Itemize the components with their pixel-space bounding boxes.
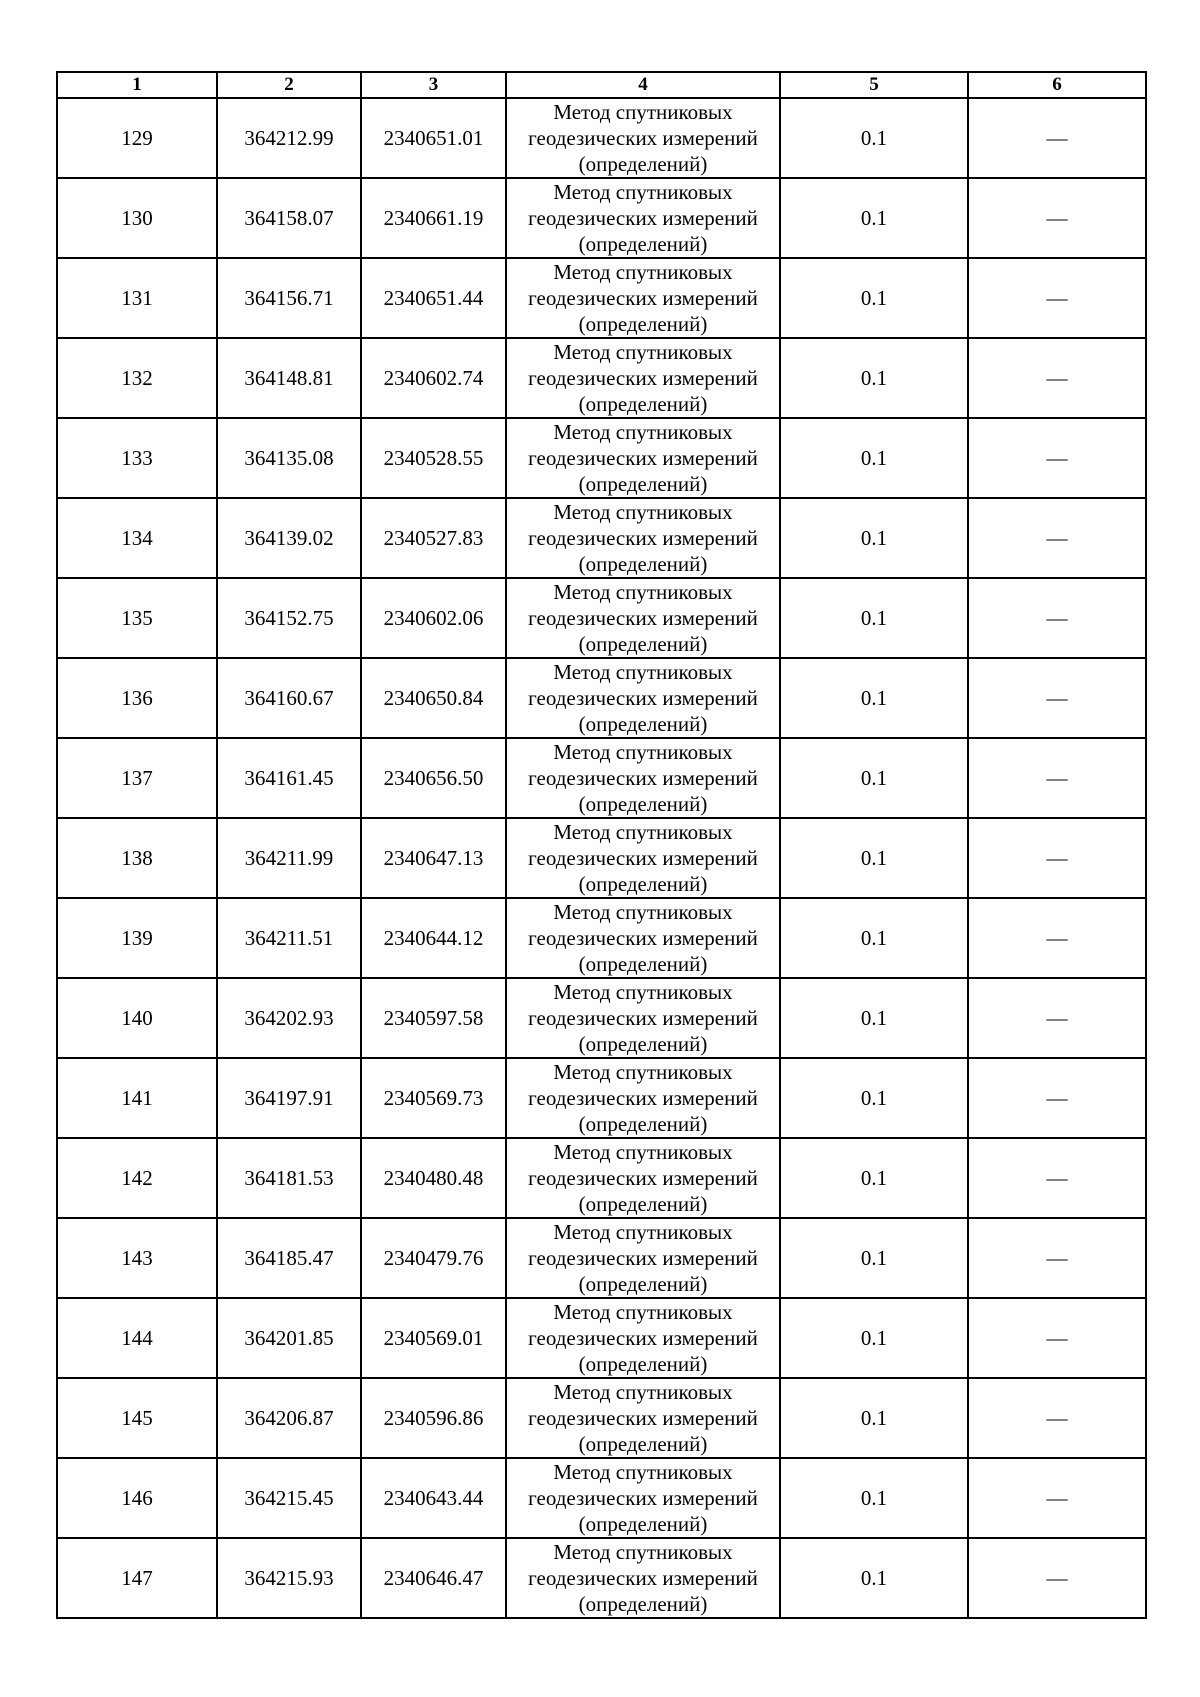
column-header-6: 6 bbox=[968, 72, 1146, 98]
point-number-cell: 146 bbox=[57, 1458, 217, 1538]
x-coordinate-cell: 364156.71 bbox=[217, 258, 361, 338]
method-cell bbox=[506, 258, 780, 338]
x-coordinate-cell: 364211.99 bbox=[217, 818, 361, 898]
y-coordinate-cell: 2340602.06 bbox=[361, 578, 506, 658]
method-line-1: Метод спутниковых bbox=[553, 900, 733, 924]
x-coordinate-cell: 364152.75 bbox=[217, 578, 361, 658]
accuracy-cell: 0.1 bbox=[780, 978, 968, 1058]
x-coordinate-cell: 364206.87 bbox=[217, 1378, 361, 1458]
method-line-1: Метод спутниковых bbox=[553, 500, 733, 524]
table-row bbox=[57, 258, 1146, 338]
method-line-1: Метод спутниковых bbox=[553, 1300, 733, 1324]
method-cell bbox=[506, 818, 780, 898]
note-cell: — bbox=[968, 1538, 1146, 1618]
method-cell bbox=[506, 978, 780, 1058]
note-cell: — bbox=[968, 578, 1146, 658]
note-cell: — bbox=[968, 498, 1146, 578]
x-coordinate-cell: 364161.45 bbox=[217, 738, 361, 818]
x-coordinate-cell: 364215.45 bbox=[217, 1458, 361, 1538]
method-line-3: (определений) bbox=[578, 632, 708, 656]
point-number-cell: 130 bbox=[57, 178, 217, 258]
accuracy-cell: 0.1 bbox=[780, 1218, 968, 1298]
y-coordinate-cell: 2340569.01 bbox=[361, 1298, 506, 1378]
method-line-1: Метод спутниковых bbox=[553, 1380, 733, 1404]
point-number-cell: 140 bbox=[57, 978, 217, 1058]
method-line-3: (определений) bbox=[578, 392, 708, 416]
accuracy-cell: 0.1 bbox=[780, 1538, 968, 1618]
table-row bbox=[57, 1058, 1146, 1138]
table-row bbox=[57, 1458, 1146, 1538]
point-number-cell: 139 bbox=[57, 898, 217, 978]
x-coordinate-cell: 364160.67 bbox=[217, 658, 361, 738]
method-line-2: геодезических измерений bbox=[528, 446, 758, 470]
method-line-3: (определений) bbox=[578, 712, 708, 736]
method-cell bbox=[506, 578, 780, 658]
method-line-2: геодезических измерений bbox=[528, 286, 758, 310]
note-cell: — bbox=[968, 898, 1146, 978]
y-coordinate-cell: 2340596.86 bbox=[361, 1378, 506, 1458]
x-coordinate-cell: 364181.53 bbox=[217, 1138, 361, 1218]
accuracy-cell: 0.1 bbox=[780, 1378, 968, 1458]
column-header-5: 5 bbox=[780, 72, 968, 98]
method-line-2: геодезических измерений bbox=[528, 1246, 758, 1270]
table-row bbox=[57, 98, 1146, 178]
method-line-1: Метод спутниковых bbox=[553, 1140, 733, 1164]
point-number-cell: 132 bbox=[57, 338, 217, 418]
table-row bbox=[57, 1218, 1146, 1298]
method-line-1: Метод спутниковых bbox=[553, 100, 733, 124]
table-row bbox=[57, 738, 1146, 818]
point-number-cell: 135 bbox=[57, 578, 217, 658]
accuracy-cell: 0.1 bbox=[780, 498, 968, 578]
method-line-2: геодезических измерений bbox=[528, 686, 758, 710]
note-cell: — bbox=[968, 658, 1146, 738]
method-line-3: (определений) bbox=[578, 232, 708, 256]
method-cell bbox=[506, 658, 780, 738]
method-line-3: (определений) bbox=[578, 1272, 708, 1296]
note-cell: — bbox=[968, 98, 1146, 178]
table-row bbox=[57, 818, 1146, 898]
point-number-cell: 145 bbox=[57, 1378, 217, 1458]
method-cell bbox=[506, 418, 780, 498]
note-cell: — bbox=[968, 738, 1146, 818]
method-cell bbox=[506, 1378, 780, 1458]
table-row bbox=[57, 978, 1146, 1058]
method-cell bbox=[506, 178, 780, 258]
x-coordinate-cell: 364148.81 bbox=[217, 338, 361, 418]
note-cell: — bbox=[968, 178, 1146, 258]
method-line-3: (определений) bbox=[578, 792, 708, 816]
accuracy-cell: 0.1 bbox=[780, 658, 968, 738]
point-number-cell: 136 bbox=[57, 658, 217, 738]
point-number-cell: 134 bbox=[57, 498, 217, 578]
accuracy-cell: 0.1 bbox=[780, 578, 968, 658]
method-line-2: геодезических измерений bbox=[528, 1486, 758, 1510]
x-coordinate-cell: 364215.93 bbox=[217, 1538, 361, 1618]
method-line-2: геодезических измерений bbox=[528, 1086, 758, 1110]
point-number-cell: 131 bbox=[57, 258, 217, 338]
note-cell: — bbox=[968, 258, 1146, 338]
column-header-4: 4 bbox=[506, 72, 780, 98]
method-line-3: (определений) bbox=[578, 312, 708, 336]
method-line-1: Метод спутниковых bbox=[553, 420, 733, 444]
point-number-cell: 138 bbox=[57, 818, 217, 898]
table-row bbox=[57, 338, 1146, 418]
y-coordinate-cell: 2340480.48 bbox=[361, 1138, 506, 1218]
point-number-cell: 144 bbox=[57, 1298, 217, 1378]
method-cell bbox=[506, 1218, 780, 1298]
table-body bbox=[57, 98, 1146, 1618]
y-coordinate-cell: 2340479.76 bbox=[361, 1218, 506, 1298]
y-coordinate-cell: 2340656.50 bbox=[361, 738, 506, 818]
method-line-2: геодезических измерений bbox=[528, 206, 758, 230]
accuracy-cell: 0.1 bbox=[780, 338, 968, 418]
y-coordinate-cell: 2340661.19 bbox=[361, 178, 506, 258]
method-line-1: Метод спутниковых bbox=[553, 820, 733, 844]
y-coordinate-cell: 2340597.58 bbox=[361, 978, 506, 1058]
method-line-3: (определений) bbox=[578, 152, 708, 176]
method-line-1: Метод спутниковых bbox=[553, 1060, 733, 1084]
column-header-1: 1 bbox=[57, 72, 217, 98]
note-cell: — bbox=[968, 1138, 1146, 1218]
accuracy-cell: 0.1 bbox=[780, 258, 968, 338]
method-line-1: Метод спутниковых bbox=[553, 1540, 733, 1564]
accuracy-cell: 0.1 bbox=[780, 1058, 968, 1138]
note-cell: — bbox=[968, 1058, 1146, 1138]
point-number-cell: 142 bbox=[57, 1138, 217, 1218]
x-coordinate-cell: 364201.85 bbox=[217, 1298, 361, 1378]
method-line-1: Метод спутниковых bbox=[553, 660, 733, 684]
accuracy-cell: 0.1 bbox=[780, 178, 968, 258]
method-line-1: Метод спутниковых bbox=[553, 340, 733, 364]
method-line-2: геодезических измерений bbox=[528, 366, 758, 390]
column-header-3: 3 bbox=[361, 72, 506, 98]
method-cell bbox=[506, 338, 780, 418]
point-number-cell: 129 bbox=[57, 98, 217, 178]
method-line-3: (определений) bbox=[578, 952, 708, 976]
accuracy-cell: 0.1 bbox=[780, 1138, 968, 1218]
table-header bbox=[57, 72, 1146, 98]
table-row bbox=[57, 658, 1146, 738]
method-cell bbox=[506, 1538, 780, 1618]
x-coordinate-cell: 364185.47 bbox=[217, 1218, 361, 1298]
point-number-cell: 137 bbox=[57, 738, 217, 818]
table-row bbox=[57, 1298, 1146, 1378]
accuracy-cell: 0.1 bbox=[780, 738, 968, 818]
table-row bbox=[57, 578, 1146, 658]
method-cell bbox=[506, 98, 780, 178]
method-line-2: геодезических измерений bbox=[528, 1006, 758, 1030]
method-line-3: (определений) bbox=[578, 1432, 708, 1456]
coordinates-table bbox=[56, 71, 1147, 1619]
point-number-cell: 147 bbox=[57, 1538, 217, 1618]
method-line-1: Метод спутниковых bbox=[553, 180, 733, 204]
y-coordinate-cell: 2340651.01 bbox=[361, 98, 506, 178]
method-line-2: геодезических измерений bbox=[528, 526, 758, 550]
method-cell bbox=[506, 498, 780, 578]
y-coordinate-cell: 2340646.47 bbox=[361, 1538, 506, 1618]
y-coordinate-cell: 2340569.73 bbox=[361, 1058, 506, 1138]
note-cell: — bbox=[968, 1458, 1146, 1538]
method-line-1: Метод спутниковых bbox=[553, 980, 733, 1004]
method-cell bbox=[506, 1458, 780, 1538]
method-line-3: (определений) bbox=[578, 1032, 708, 1056]
method-line-1: Метод спутниковых bbox=[553, 1460, 733, 1484]
table-row bbox=[57, 418, 1146, 498]
x-coordinate-cell: 364135.08 bbox=[217, 418, 361, 498]
accuracy-cell: 0.1 bbox=[780, 898, 968, 978]
accuracy-cell: 0.1 bbox=[780, 98, 968, 178]
accuracy-cell: 0.1 bbox=[780, 1458, 968, 1538]
y-coordinate-cell: 2340644.12 bbox=[361, 898, 506, 978]
method-cell bbox=[506, 1298, 780, 1378]
y-coordinate-cell: 2340527.83 bbox=[361, 498, 506, 578]
table-row bbox=[57, 1538, 1146, 1618]
method-line-1: Метод спутниковых bbox=[553, 580, 733, 604]
method-line-2: геодезических измерений bbox=[528, 1406, 758, 1430]
point-number-cell: 133 bbox=[57, 418, 217, 498]
method-line-2: геодезических измерений bbox=[528, 766, 758, 790]
note-cell: — bbox=[968, 1298, 1146, 1378]
method-line-3: (определений) bbox=[578, 1512, 708, 1536]
method-line-2: геодезических измерений bbox=[528, 846, 758, 870]
method-line-3: (определений) bbox=[578, 552, 708, 576]
y-coordinate-cell: 2340647.13 bbox=[361, 818, 506, 898]
note-cell: — bbox=[968, 338, 1146, 418]
y-coordinate-cell: 2340602.74 bbox=[361, 338, 506, 418]
method-line-2: геодезических измерений bbox=[528, 1566, 758, 1590]
method-line-3: (определений) bbox=[578, 1352, 708, 1376]
x-coordinate-cell: 364158.07 bbox=[217, 178, 361, 258]
x-coordinate-cell: 364197.91 bbox=[217, 1058, 361, 1138]
method-line-2: геодезических измерений bbox=[528, 126, 758, 150]
method-line-3: (определений) bbox=[578, 1592, 708, 1616]
accuracy-cell: 0.1 bbox=[780, 1298, 968, 1378]
note-cell: — bbox=[968, 818, 1146, 898]
y-coordinate-cell: 2340651.44 bbox=[361, 258, 506, 338]
method-line-3: (определений) bbox=[578, 472, 708, 496]
x-coordinate-cell: 364211.51 bbox=[217, 898, 361, 978]
method-line-1: Метод спутниковых bbox=[553, 260, 733, 284]
accuracy-cell: 0.1 bbox=[780, 418, 968, 498]
accuracy-cell: 0.1 bbox=[780, 818, 968, 898]
x-coordinate-cell: 364202.93 bbox=[217, 978, 361, 1058]
note-cell: — bbox=[968, 1218, 1146, 1298]
point-number-cell: 143 bbox=[57, 1218, 217, 1298]
method-cell bbox=[506, 738, 780, 818]
method-line-2: геодезических измерений bbox=[528, 1326, 758, 1350]
method-line-3: (определений) bbox=[578, 872, 708, 896]
x-coordinate-cell: 364212.99 bbox=[217, 98, 361, 178]
method-line-3: (определений) bbox=[578, 1192, 708, 1216]
table-row bbox=[57, 898, 1146, 978]
y-coordinate-cell: 2340643.44 bbox=[361, 1458, 506, 1538]
table-row bbox=[57, 498, 1146, 578]
y-coordinate-cell: 2340650.84 bbox=[361, 658, 506, 738]
method-cell bbox=[506, 1058, 780, 1138]
method-line-2: геодезических измерений bbox=[528, 1166, 758, 1190]
method-line-3: (определений) bbox=[578, 1112, 708, 1136]
method-line-1: Метод спутниковых bbox=[553, 740, 733, 764]
table-row bbox=[57, 178, 1146, 258]
column-header-2: 2 bbox=[217, 72, 361, 98]
method-cell bbox=[506, 898, 780, 978]
y-coordinate-cell: 2340528.55 bbox=[361, 418, 506, 498]
point-number-cell: 141 bbox=[57, 1058, 217, 1138]
table-row bbox=[57, 1138, 1146, 1218]
method-line-1: Метод спутниковых bbox=[553, 1220, 733, 1244]
method-cell bbox=[506, 1138, 780, 1218]
method-line-2: геодезических измерений bbox=[528, 926, 758, 950]
note-cell: — bbox=[968, 418, 1146, 498]
table-row bbox=[57, 1378, 1146, 1458]
x-coordinate-cell: 364139.02 bbox=[217, 498, 361, 578]
header-row bbox=[57, 72, 1146, 98]
note-cell: — bbox=[968, 978, 1146, 1058]
note-cell: — bbox=[968, 1378, 1146, 1458]
method-line-2: геодезических измерений bbox=[528, 606, 758, 630]
